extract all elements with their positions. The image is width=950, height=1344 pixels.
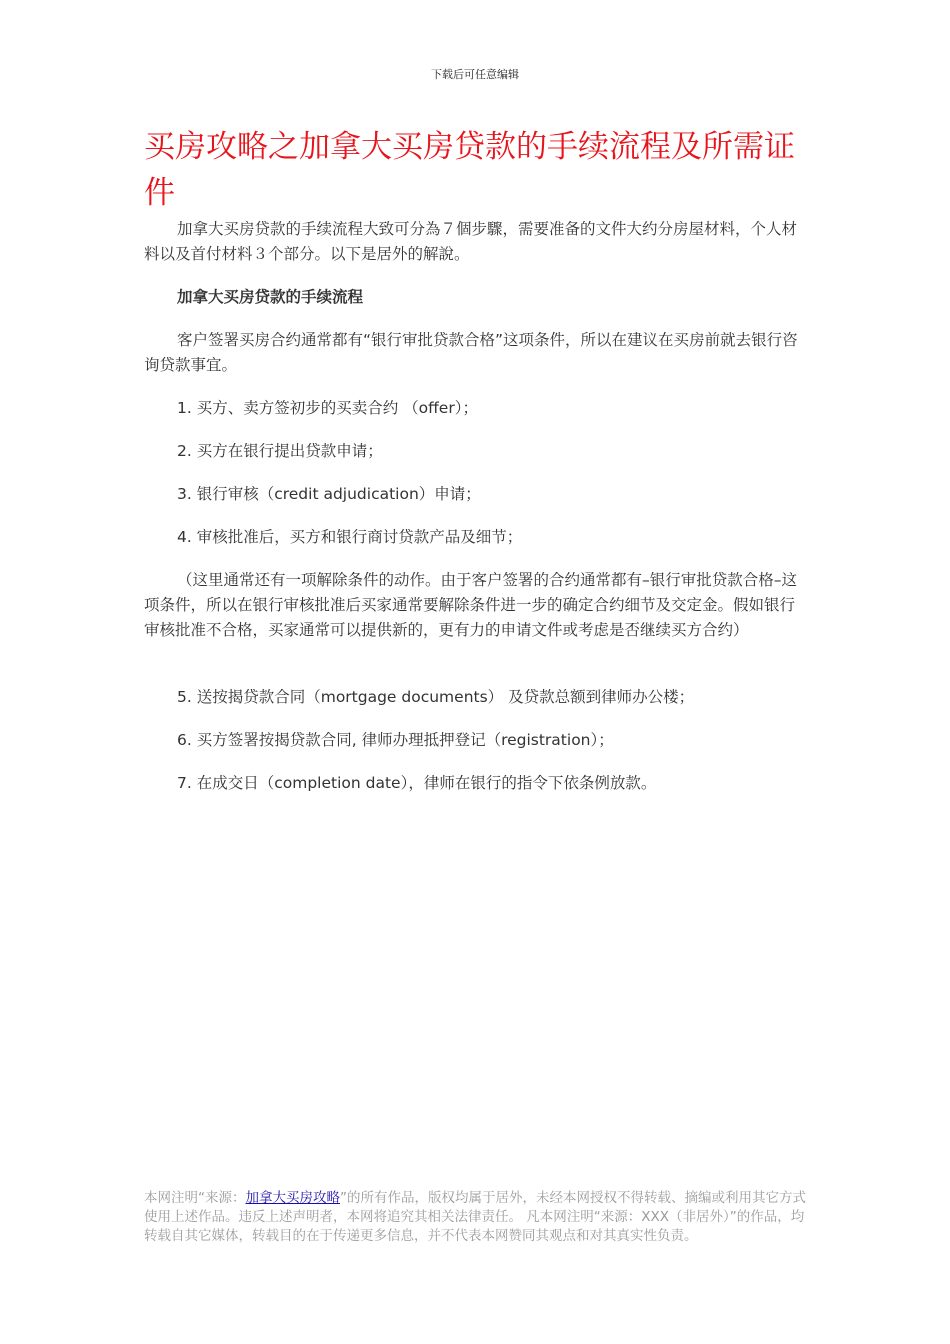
step-item: 2. 买方在银行提出贷款申请； (177, 442, 383, 460)
step-item: 4. 审核批准后，买方和银行商讨贷款产品及细节； (177, 528, 523, 546)
footer-prefix: 本网注明“来源： (144, 1190, 246, 1206)
source-link[interactable]: 加拿大买房攻略 (245, 1190, 340, 1206)
page-header-note: 下载后可任意编辑 (431, 68, 519, 81)
step-item: 1. 买方、卖方签初步的买卖合约 （offer）； (177, 399, 478, 417)
note-paragraph: （这里通常还有一项解除条件的动作。由于客户签署的合约通常都有–银行审批贷款合格–这项条件，所以在银行审核批准后买家通常要解除条件进一步的确定合约细节及交定金。假如银行审核批准不合格，买家通常可以提供新的，更有力的申请文件或考虑是否继续买方合约） (144, 571, 798, 639)
footer-text: ”的所有作品，版权均属于居外，未经本网授权不得转载、摘编或利用其它方式使用上述作品。违反上述声明者，本网将追究其相关法律责任。 凡本网注明“来源：XXX（非居外）”的作品，均转载自其它媒体，转载目的在于传递更多信息，并不代表本网赞同其观点和对其真实性负责。 (144, 1190, 806, 1244)
step-item: 3. 银行审核（credit adjudication）申请； (177, 485, 481, 503)
section-intro-paragraph: 客户签署买房合约通常都有“银行审批贷款合格”这项条件，所以在建议在买房前就去银行咨询贷款事宜。 (144, 331, 798, 374)
step-item: 6. 买方签署按揭贷款合同, 律师办理抵押登记（registration）； (177, 731, 614, 749)
copyright-footer (144, 1189, 809, 1246)
section-heading: 加拿大买房贷款的手续流程 (177, 288, 364, 306)
step-item: 7. 在成交日（completion date），律师在银行的指令下依条例放款。 (177, 774, 657, 792)
title-main: 加拿大买房贷款的手续流程及所需证件 (144, 129, 795, 211)
article-title (144, 124, 814, 216)
step-item: 5. 送按揭贷款合同（mortgage documents） 及贷款总额到律师办公楼； (177, 688, 695, 706)
intro-paragraph: 加拿大买房贷款的手续流程大致可分為７個步驟，需要准备的文件大约分房屋材料，个人材料以及首付材料３个部分。以下是居外的解說。 (144, 220, 798, 263)
title-prefix: 买房攻略之 (144, 129, 299, 165)
